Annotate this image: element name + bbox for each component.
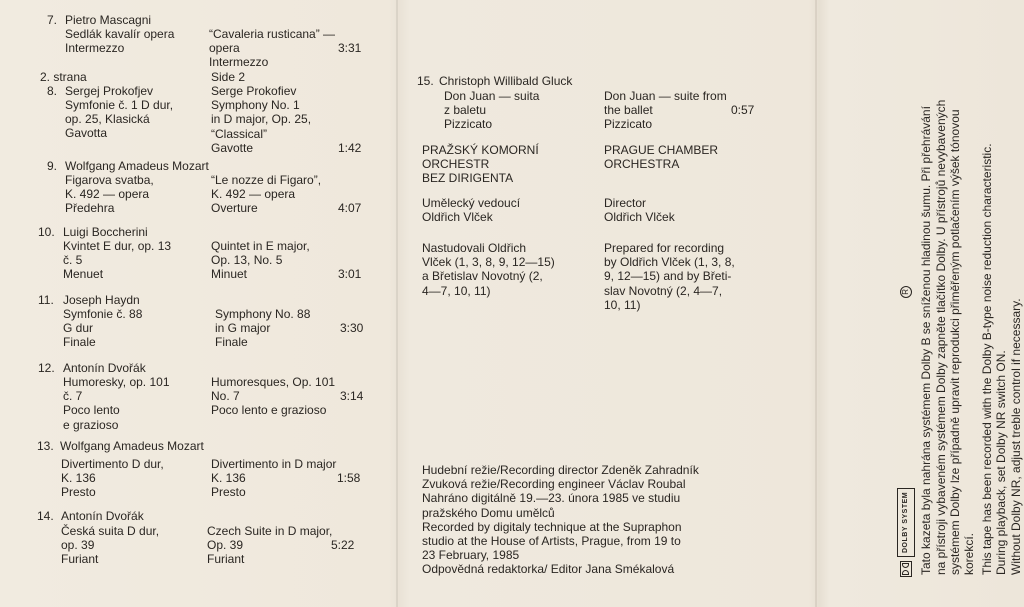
track-8-en: Serge Prokofiev Symphony No. 1 in D major, Op. 25, “Classical” Gavotte xyxy=(211,84,312,155)
orchestra-cz: PRAŽSKÝ KOMORNÍ ORCHESTR BEZ DIRIGENTA xyxy=(422,143,539,186)
dolby-double-d-icon xyxy=(900,561,912,577)
track-13-cz: Divertimento D dur, K. 136 Presto xyxy=(61,457,164,500)
track-14: 14. Antonín Dvořák xyxy=(37,509,144,523)
registered-mark-icon: R xyxy=(900,286,912,298)
track-11-en: Symphony No. 88 in G major Finale xyxy=(215,307,311,350)
track-10: 10. Luigi Boccherini xyxy=(38,225,148,239)
dolby-notice-en: This tape has been recorded with the Dolby B-type noise reduction characteristic. During playback, set Dolby NR switch ON. Without Dolby NR, adjust treble control if necessary. xyxy=(980,143,1023,575)
fold-line xyxy=(396,0,398,607)
track-15: 15. Christoph Willibald Gluck xyxy=(417,74,573,88)
track-10-time: 3:01 xyxy=(338,267,362,281)
track-7: 7. Pietro Mascagni xyxy=(47,13,152,27)
track-15-en: Don Juan — suite from the ballet Pizzicato xyxy=(604,89,727,132)
fold-line xyxy=(815,0,817,607)
track-12-time: 3:14 xyxy=(340,389,364,403)
track-10-cz: Kvintet E dur, op. 13 č. 5 Menuet xyxy=(63,239,172,282)
track-10-en: Quintet in E major, Op. 13, No. 5 Minuet xyxy=(211,239,310,282)
orchestra-en: PRAGUE CHAMBER ORCHESTRA xyxy=(604,143,719,172)
dolby-logo xyxy=(897,286,915,577)
track-9-cz: Figarova svatba, K. 492 — opera Předehra xyxy=(65,173,154,216)
side-label-en: Side 2 xyxy=(211,70,246,84)
dolby-notice xyxy=(897,0,1024,575)
track-11: 11. Joseph Haydn xyxy=(38,293,140,307)
track-8-time: 1:42 xyxy=(338,141,362,155)
track-14-en: Czech Suite in D major, Op. 39 Furiant xyxy=(207,524,333,567)
track-13: 13. Wolfgang Amadeus Mozart xyxy=(37,439,204,453)
track-12-en: Humoresques, Op. 101 No. 7 Poco lento e grazioso xyxy=(211,375,336,418)
prepared-en: Prepared for recording by Oldřich Vlček (1, 3, 8, 9, 12—15) and by Břeti- slav Novotný (2, 4—7, 10, 11) xyxy=(604,241,735,312)
track-13-time: 1:58 xyxy=(337,471,361,485)
track-14-cz: Česká suita D dur, op. 39 Furiant xyxy=(61,524,160,567)
side-label-cz: 2. strana xyxy=(40,70,87,84)
track-11-time: 3:30 xyxy=(340,321,364,335)
dolby-notice-cz: Tato kazeta byla nahrána systémem Dolby B se sníženou hladinou šumu. Při přehrávání na přístroji vybaveném systémem Dolby zapněte tlačítko Dolby. U přístrojů nevybavených systémem Dolby lze případně upravit reprodukci přiměřeným potlačením výšek tónovou korekcí. xyxy=(919,99,976,575)
track-9-en: “Le nozze di Figaro”, K. 492 — opera Overture xyxy=(211,173,322,216)
track-7-cz: Sedlák kavalír opera Intermezzo xyxy=(65,27,175,56)
track-8-cz: Symfonie č. 1 D dur, op. 25, Klasická Gavotta xyxy=(65,98,174,141)
track-8: 8. Sergej Prokofjev xyxy=(47,84,154,98)
director-en: Director Oldřich Vlček xyxy=(604,196,675,225)
track-7-time: 3:31 xyxy=(338,41,362,55)
prepared-cz: Nastudovali Oldřich Vlček (1, 3, 8, 9, 12—15) a Břetislav Novotný (2, 4—7, 10, 11) xyxy=(422,241,555,298)
dolby-system-label: DOLBY SYSTEM xyxy=(897,488,915,557)
track-14-time: 5:22 xyxy=(331,538,355,552)
track-15-time: 0:57 xyxy=(731,103,755,117)
track-12-cz: Humoresky, op. 101 č. 7 Poco lento e grazioso xyxy=(63,375,170,432)
track-13-en: Divertimento in D major K. 136 Presto xyxy=(211,457,337,500)
track-12: 12. Antonín Dvořák xyxy=(38,361,146,375)
track-7-en: “Cavaleria rusticana” — opera Intermezzo xyxy=(209,27,336,70)
track-9-time: 4:07 xyxy=(338,201,362,215)
director-cz: Umělecký vedoucí Oldřich Vlček xyxy=(422,196,521,225)
track-9: 9. Wolfgang Amadeus Mozart xyxy=(47,159,209,173)
track-11-cz: Symfonie č. 88 G dur Finale xyxy=(63,307,143,350)
recording-credits: Hudební režie/Recording director Zdeněk Zahradník Zvuková režie/Recording engineer Václav Roubal Nahráno digitálně 19.—23. února 1985 ve studiu pražského Domu umělců Recorded by digitaly technique at the Supraphon studio at the House of Artists, Prague, from 19 to 23 February, 1985 Odpovědná redaktorka/ Editor Jana Smékalová xyxy=(422,463,699,577)
track-15-cz: Don Juan — suita z baletu Pizzicato xyxy=(444,89,540,132)
